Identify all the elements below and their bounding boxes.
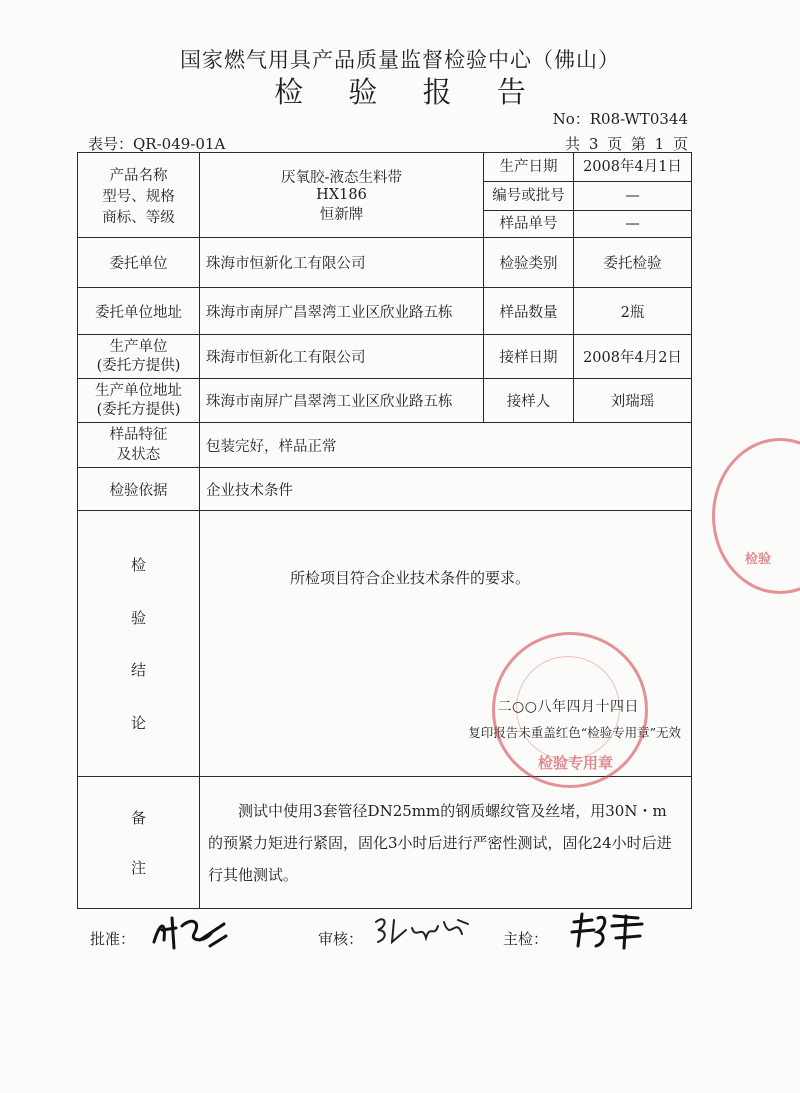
- conclusion-label: [78, 511, 200, 777]
- client-value: 珠海市恒新化工有限公司: [200, 238, 484, 288]
- conclusion-date: 二○○八年四月十四日: [497, 699, 639, 715]
- remarks-row: [78, 777, 692, 909]
- producer-row: [78, 335, 692, 379]
- producer-address-label: [78, 379, 200, 423]
- sample-state-label: [78, 423, 200, 468]
- insp-type-value: 委托检验: [574, 238, 692, 288]
- product-values: [200, 153, 484, 238]
- chief-label: 主检：: [503, 930, 549, 948]
- conclusion-char-2: 验: [130, 608, 146, 627]
- product-name-value: 厌氧胶-液态生料带: [281, 170, 402, 186]
- batch-label: 编号或批号: [484, 182, 573, 211]
- remarks-content: [200, 777, 692, 909]
- client-row: [78, 238, 692, 288]
- model-value: HX186: [316, 187, 367, 203]
- model-label: 型号、规格: [102, 188, 175, 205]
- conclusion-char-1: 检: [130, 556, 146, 575]
- sample-qty-label: 样品数量: [484, 288, 574, 335]
- receiver-label: 接样人: [484, 379, 574, 423]
- remarks-label: [78, 777, 200, 909]
- sample-state-value: 包装完好，样品正常: [200, 423, 692, 468]
- basis-row: [78, 468, 692, 511]
- page-info: 共 3 页 第 1 页: [565, 135, 688, 153]
- receive-date-value: 2008年4月2日: [574, 335, 692, 379]
- producer-label: [78, 335, 200, 379]
- producer-label-line2: (委托方提供): [96, 357, 181, 374]
- remarks-text: 测试中使用3套管径DN25mm的钢质螺纹管及丝堵，用30N・m的预紧力矩进行紧固，固化3小时后进行严密性测试，固化24小时后进行其他测试。: [208, 801, 672, 884]
- product-name-label: 产品名称: [109, 167, 168, 184]
- sample-no-value: —: [625, 216, 640, 232]
- receiver-value: 刘瑞瑶: [574, 379, 692, 423]
- client-address-label: 委托单位地址: [78, 288, 200, 335]
- producer-address-row: [78, 379, 692, 423]
- conclusion-note: 复印报告未重盖红色“检验专用章”无效: [468, 725, 681, 740]
- remarks-char-2: 注: [130, 859, 146, 877]
- producer-label-line1: 生产单位: [109, 338, 168, 355]
- sample-state-label-line1: 样品特征: [109, 427, 168, 443]
- brand-label: 商标、等级: [102, 209, 175, 226]
- approve-label: 批准：: [90, 930, 136, 948]
- producer-address-label-line2: (委托方提供): [96, 401, 181, 418]
- chief-signature: [568, 910, 648, 954]
- client-label: 委托单位: [78, 238, 200, 288]
- edge-seal: [712, 438, 800, 594]
- report-title: 检 验 报 告: [274, 75, 544, 109]
- prod-date-value: 2008年4月1日: [574, 153, 691, 182]
- client-address-row: [78, 288, 692, 335]
- sample-no-label: 样品单号: [499, 216, 558, 232]
- basis-label: 检验依据: [78, 468, 200, 511]
- product-labels: [78, 153, 200, 238]
- producer-address-label-line1: 生产单位地址: [95, 382, 182, 399]
- report-table: [77, 152, 692, 909]
- client-address-value: 珠海市南屏广昌翠湾工业区欣业路五栋: [200, 288, 484, 335]
- prod-date-label: 生产日期: [484, 153, 573, 182]
- inspection-seal-text: 检验专用章: [538, 754, 614, 772]
- conclusion-text: 所检项目符合企业技术条件的要求。: [290, 569, 531, 587]
- date-batch-values: [574, 153, 692, 238]
- brand-value: 恒新牌: [319, 207, 364, 223]
- sample-state-row: [78, 423, 692, 468]
- insp-type-label: 检验类别: [484, 238, 574, 288]
- conclusion-char-3: 结: [130, 661, 146, 680]
- approve-signature: [150, 912, 230, 958]
- producer-value: 珠海市恒新化工有限公司: [200, 335, 484, 379]
- review-signature: [372, 912, 472, 952]
- inspection-seal-inner-ring: [516, 656, 620, 760]
- organization-title: 国家燃气用具产品质量监督检验中心（佛山）: [180, 48, 620, 72]
- product-row: [78, 153, 692, 238]
- producer-address-value: 珠海市南屏广昌翠湾工业区欣业路五栋: [200, 379, 484, 423]
- edge-seal-text: 检验: [745, 552, 772, 567]
- basis-value: 企业技术条件: [200, 468, 692, 511]
- conclusion-char-4: 论: [130, 713, 146, 732]
- sample-qty-value: 2瓶: [574, 288, 692, 335]
- review-label: 审核：: [318, 930, 364, 948]
- report-number: No：R08-WT0344: [552, 110, 688, 128]
- sample-state-label-line2: 及状态: [116, 447, 161, 463]
- remarks-char-1: 备: [130, 809, 146, 827]
- form-number: 表号：QR-049-01A: [88, 135, 226, 153]
- batch-value: —: [574, 182, 691, 211]
- date-batch-labels: [484, 153, 574, 238]
- receive-date-label: 接样日期: [484, 335, 574, 379]
